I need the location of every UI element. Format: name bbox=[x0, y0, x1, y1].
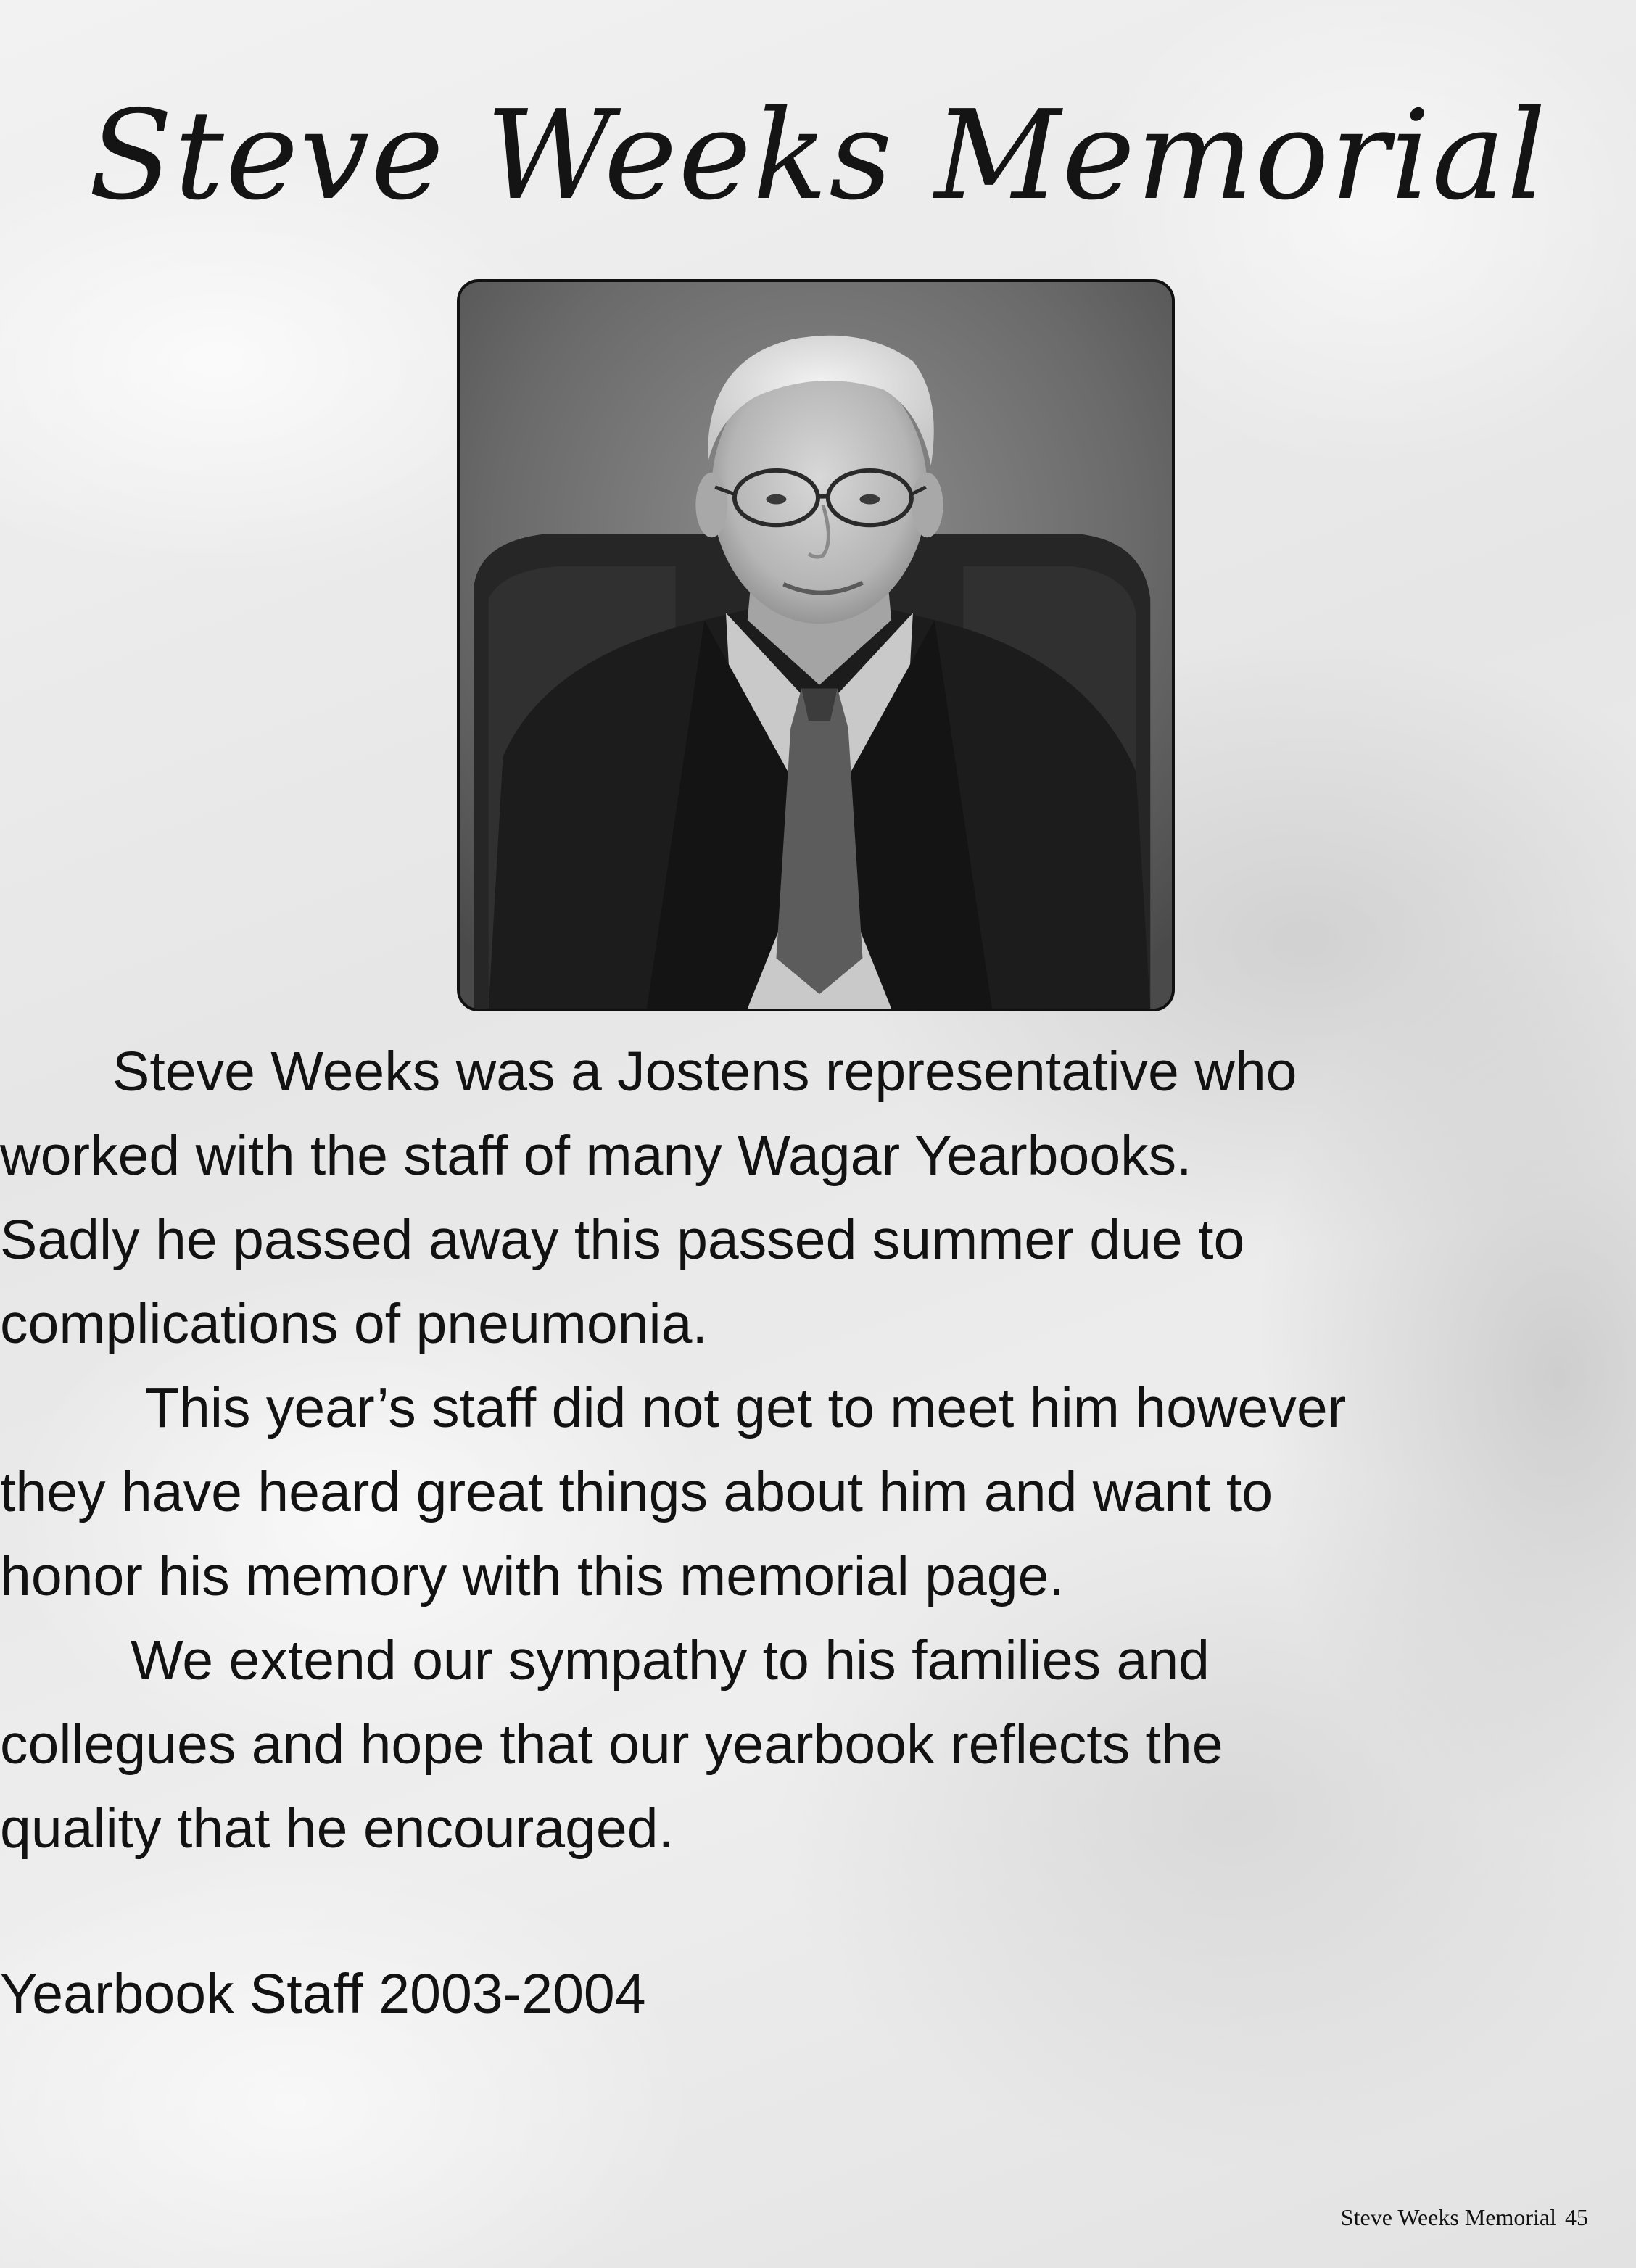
paragraph-2 bbox=[0, 1366, 1636, 1618]
page-number: 45 bbox=[1565, 2204, 1588, 2230]
memorial-text bbox=[0, 1030, 1636, 1871]
signature: Yearbook Staff 2003-2004 bbox=[0, 1963, 646, 2025]
paragraph-3 bbox=[0, 1618, 1636, 1871]
text-line: This year’s staff did not get to meet him however bbox=[145, 1377, 1347, 1439]
text-line: they have heard great things about him and want to bbox=[0, 1461, 1273, 1523]
text-line: collegues and hope that our yearbook reflects the bbox=[0, 1713, 1223, 1776]
portrait-photo bbox=[457, 279, 1175, 1011]
text-line: Sadly he passed away this passed summer due to bbox=[0, 1209, 1245, 1271]
page-title: Steve Weeks Memorial bbox=[88, 84, 1548, 228]
text-line: complications of pneumonia. bbox=[0, 1293, 708, 1355]
text-line: quality that he encouraged. bbox=[0, 1797, 674, 1860]
text-line: honor his memory with this memorial page. bbox=[0, 1545, 1065, 1607]
portrait-icon bbox=[460, 282, 1172, 1009]
text-line: Steve Weeks was a Jostens representative who bbox=[112, 1040, 1297, 1103]
paragraph-1 bbox=[0, 1030, 1636, 1366]
text-line: We extend our sympathy to his families and bbox=[131, 1629, 1210, 1692]
footer-section-title: Steve Weeks Memorial bbox=[1340, 2204, 1556, 2230]
page-footer bbox=[1341, 2204, 1588, 2231]
text-line: worked with the staff of many Wagar Yearbooks. bbox=[0, 1125, 1192, 1187]
